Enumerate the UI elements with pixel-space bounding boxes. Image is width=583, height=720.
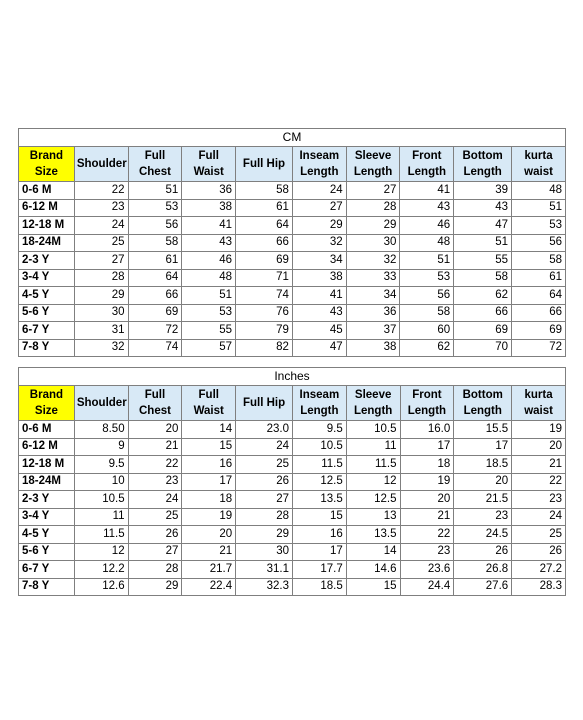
column-header: Bottom Length xyxy=(454,147,512,182)
table-cell: 66 xyxy=(454,304,512,322)
table-cell: 43 xyxy=(292,304,346,322)
cm-title-row xyxy=(19,129,566,147)
inches-header-row xyxy=(19,386,566,421)
table-cell: 27 xyxy=(292,199,346,217)
table-cell: 20 xyxy=(128,421,182,439)
table-cell: 61 xyxy=(128,252,182,270)
column-header: Full Chest xyxy=(128,386,182,421)
table-cell: 47 xyxy=(292,339,346,357)
table-cell: 20 xyxy=(400,491,454,509)
table-cell: 11.5 xyxy=(292,456,346,474)
table-cell: 31.1 xyxy=(236,561,293,579)
table-cell: 58 xyxy=(512,252,566,270)
table-cell: 23 xyxy=(128,473,182,491)
table-cell: 76 xyxy=(236,304,293,322)
table-cell: 12.5 xyxy=(346,491,400,509)
column-header: Sleeve Length xyxy=(346,147,400,182)
table-cell: 27 xyxy=(74,252,128,270)
table-cell: 74 xyxy=(236,287,293,305)
table-cell: 17.7 xyxy=(292,561,346,579)
table-cell: 14 xyxy=(182,421,236,439)
table-cell: 51 xyxy=(454,234,512,252)
size-label: 12-18 M xyxy=(19,217,75,235)
table-cell: 56 xyxy=(512,234,566,252)
column-header: Front Length xyxy=(400,386,454,421)
cm-size-table xyxy=(18,128,566,357)
table-cell: 53 xyxy=(400,269,454,287)
table-cell: 41 xyxy=(292,287,346,305)
table-cell: 61 xyxy=(512,269,566,287)
table-cell: 16.0 xyxy=(400,421,454,439)
table-cell: 23.6 xyxy=(400,561,454,579)
column-header: Brand Size xyxy=(19,147,75,182)
table-cell: 37 xyxy=(346,322,400,340)
table-cell: 14 xyxy=(346,543,400,561)
table-cell: 17 xyxy=(454,438,512,456)
table-cell: 51 xyxy=(128,182,182,200)
table-cell: 23.0 xyxy=(236,421,293,439)
table-row xyxy=(19,269,566,287)
table-cell: 18.5 xyxy=(292,578,346,596)
table-cell: 69 xyxy=(454,322,512,340)
table-cell: 41 xyxy=(182,217,236,235)
table-cell: 15 xyxy=(182,438,236,456)
table-cell: 32 xyxy=(74,339,128,357)
table-cell: 11.5 xyxy=(346,456,400,474)
table-cell: 43 xyxy=(454,199,512,217)
table-cell: 32.3 xyxy=(236,578,293,596)
table-cell: 28 xyxy=(74,269,128,287)
table-row xyxy=(19,339,566,357)
table-cell: 16 xyxy=(292,526,346,544)
table-cell: 51 xyxy=(512,199,566,217)
table-cell: 26 xyxy=(454,543,512,561)
size-label: 6-7 Y xyxy=(19,322,75,340)
column-header: Front Length xyxy=(400,147,454,182)
table-row xyxy=(19,473,566,491)
size-label: 0-6 M xyxy=(19,182,75,200)
table-cell: 11.5 xyxy=(74,526,128,544)
size-label: 6-12 M xyxy=(19,199,75,217)
table-row xyxy=(19,561,566,579)
table-cell: 38 xyxy=(182,199,236,217)
table-cell: 8.50 xyxy=(74,421,128,439)
table-cell: 9.5 xyxy=(74,456,128,474)
table-cell: 26 xyxy=(128,526,182,544)
inches-table-title: Inches xyxy=(19,368,566,386)
table-cell: 10 xyxy=(74,473,128,491)
table-cell: 25 xyxy=(236,456,293,474)
table-row xyxy=(19,287,566,305)
table-cell: 60 xyxy=(400,322,454,340)
table-cell: 24.5 xyxy=(454,526,512,544)
table-cell: 34 xyxy=(346,287,400,305)
table-cell: 24 xyxy=(292,182,346,200)
cm-header-row xyxy=(19,147,566,182)
column-header: Brand Size xyxy=(19,386,75,421)
table-cell: 71 xyxy=(236,269,293,287)
table-cell: 74 xyxy=(128,339,182,357)
table-cell: 10.5 xyxy=(346,421,400,439)
size-label: 5-6 Y xyxy=(19,543,75,561)
column-header: kurta waist xyxy=(512,386,566,421)
table-cell: 22 xyxy=(400,526,454,544)
table-cell: 47 xyxy=(454,217,512,235)
table-row xyxy=(19,508,566,526)
inches-size-table xyxy=(18,367,566,596)
table-cell: 30 xyxy=(74,304,128,322)
table-cell: 58 xyxy=(236,182,293,200)
table-cell: 39 xyxy=(454,182,512,200)
table-cell: 21 xyxy=(182,543,236,561)
table-cell: 32 xyxy=(346,252,400,270)
table-cell: 24 xyxy=(236,438,293,456)
size-label: 5-6 Y xyxy=(19,304,75,322)
table-cell: 57 xyxy=(182,339,236,357)
table-row xyxy=(19,578,566,596)
inches-title-row xyxy=(19,368,566,386)
column-header: Full Hip xyxy=(236,147,293,182)
table-cell: 29 xyxy=(236,526,293,544)
table-row xyxy=(19,234,566,252)
table-cell: 25 xyxy=(74,234,128,252)
column-header: Sleeve Length xyxy=(346,386,400,421)
table-cell: 30 xyxy=(236,543,293,561)
table-cell: 14.6 xyxy=(346,561,400,579)
table-cell: 21 xyxy=(400,508,454,526)
table-cell: 51 xyxy=(400,252,454,270)
table-cell: 20 xyxy=(512,438,566,456)
table-row xyxy=(19,543,566,561)
column-header: Shoulder xyxy=(74,386,128,421)
table-cell: 64 xyxy=(512,287,566,305)
table-cell: 15.5 xyxy=(454,421,512,439)
table-row xyxy=(19,526,566,544)
table-cell: 27 xyxy=(128,543,182,561)
cm-table-title: CM xyxy=(19,129,566,147)
table-cell: 26 xyxy=(236,473,293,491)
table-cell: 25 xyxy=(512,526,566,544)
table-cell: 15 xyxy=(292,508,346,526)
table-cell: 28.3 xyxy=(512,578,566,596)
column-header: Inseam Length xyxy=(292,386,346,421)
table-row xyxy=(19,182,566,200)
size-label: 2-3 Y xyxy=(19,252,75,270)
table-cell: 69 xyxy=(512,322,566,340)
table-cell: 11 xyxy=(74,508,128,526)
table-cell: 32 xyxy=(292,234,346,252)
table-cell: 19 xyxy=(400,473,454,491)
table-cell: 36 xyxy=(346,304,400,322)
table-cell: 22 xyxy=(74,182,128,200)
size-label: 6-12 M xyxy=(19,438,75,456)
table-cell: 12 xyxy=(74,543,128,561)
table-cell: 66 xyxy=(512,304,566,322)
table-cell: 30 xyxy=(346,234,400,252)
table-cell: 79 xyxy=(236,322,293,340)
table-cell: 58 xyxy=(128,234,182,252)
column-header: Inseam Length xyxy=(292,147,346,182)
size-label: 4-5 Y xyxy=(19,526,75,544)
table-cell: 19 xyxy=(182,508,236,526)
column-header: Shoulder xyxy=(74,147,128,182)
table-cell: 27.6 xyxy=(454,578,512,596)
table-cell: 19 xyxy=(512,421,566,439)
table-row xyxy=(19,217,566,235)
size-label: 12-18 M xyxy=(19,456,75,474)
table-cell: 34 xyxy=(292,252,346,270)
size-label: 18-24M xyxy=(19,234,75,252)
table-cell: 36 xyxy=(182,182,236,200)
table-cell: 66 xyxy=(128,287,182,305)
table-cell: 70 xyxy=(454,339,512,357)
table-cell: 23 xyxy=(400,543,454,561)
table-cell: 43 xyxy=(182,234,236,252)
table-cell: 62 xyxy=(454,287,512,305)
table-cell: 20 xyxy=(454,473,512,491)
table-cell: 29 xyxy=(128,578,182,596)
size-label: 3-4 Y xyxy=(19,508,75,526)
size-label: 0-6 M xyxy=(19,421,75,439)
table-cell: 24 xyxy=(512,508,566,526)
table-cell: 62 xyxy=(400,339,454,357)
table-cell: 66 xyxy=(236,234,293,252)
table-row xyxy=(19,438,566,456)
column-header: Bottom Length xyxy=(454,386,512,421)
table-row xyxy=(19,421,566,439)
table-cell: 12.6 xyxy=(74,578,128,596)
table-cell: 25 xyxy=(128,508,182,526)
table-cell: 28 xyxy=(128,561,182,579)
table-cell: 21 xyxy=(128,438,182,456)
table-cell: 26 xyxy=(512,543,566,561)
table-cell: 48 xyxy=(400,234,454,252)
table-row xyxy=(19,322,566,340)
table-cell: 72 xyxy=(512,339,566,357)
table-cell: 18 xyxy=(400,456,454,474)
table-cell: 53 xyxy=(512,217,566,235)
table-cell: 23 xyxy=(454,508,512,526)
table-cell: 46 xyxy=(182,252,236,270)
size-label: 6-7 Y xyxy=(19,561,75,579)
column-header: Full Chest xyxy=(128,147,182,182)
table-cell: 27.2 xyxy=(512,561,566,579)
table-cell: 56 xyxy=(400,287,454,305)
size-label: 7-8 Y xyxy=(19,578,75,596)
table-cell: 24 xyxy=(128,491,182,509)
table-cell: 48 xyxy=(182,269,236,287)
table-cell: 10.5 xyxy=(74,491,128,509)
table-cell: 82 xyxy=(236,339,293,357)
table-row xyxy=(19,304,566,322)
column-header: Full Waist xyxy=(182,147,236,182)
table-cell: 51 xyxy=(182,287,236,305)
table-cell: 22 xyxy=(512,473,566,491)
table-cell: 43 xyxy=(400,199,454,217)
table-cell: 21.7 xyxy=(182,561,236,579)
table-cell: 12.5 xyxy=(292,473,346,491)
table-cell: 31 xyxy=(74,322,128,340)
table-cell: 33 xyxy=(346,269,400,287)
table-cell: 26.8 xyxy=(454,561,512,579)
table-cell: 28 xyxy=(346,199,400,217)
table-cell: 28 xyxy=(236,508,293,526)
table-cell: 18 xyxy=(182,491,236,509)
table-cell: 13.5 xyxy=(346,526,400,544)
table-cell: 55 xyxy=(182,322,236,340)
table-cell: 10.5 xyxy=(292,438,346,456)
table-cell: 22.4 xyxy=(182,578,236,596)
table-cell: 18.5 xyxy=(454,456,512,474)
table-row xyxy=(19,491,566,509)
table-cell: 15 xyxy=(346,578,400,596)
table-cell: 12.2 xyxy=(74,561,128,579)
size-label: 18-24M xyxy=(19,473,75,491)
table-cell: 17 xyxy=(182,473,236,491)
size-label: 4-5 Y xyxy=(19,287,75,305)
table-cell: 12 xyxy=(346,473,400,491)
table-cell: 29 xyxy=(346,217,400,235)
column-header: kurta waist xyxy=(512,147,566,182)
table-cell: 9 xyxy=(74,438,128,456)
table-cell: 17 xyxy=(400,438,454,456)
table-cell: 61 xyxy=(236,199,293,217)
column-header: Full Hip xyxy=(236,386,293,421)
table-cell: 38 xyxy=(292,269,346,287)
table-cell: 23 xyxy=(74,199,128,217)
table-row xyxy=(19,252,566,270)
column-header: Full Waist xyxy=(182,386,236,421)
table-cell: 17 xyxy=(292,543,346,561)
table-cell: 64 xyxy=(128,269,182,287)
table-cell: 22 xyxy=(128,456,182,474)
table-cell: 46 xyxy=(400,217,454,235)
table-cell: 16 xyxy=(182,456,236,474)
table-cell: 27 xyxy=(346,182,400,200)
table-cell: 9.5 xyxy=(292,421,346,439)
table-cell: 21 xyxy=(512,456,566,474)
table-cell: 45 xyxy=(292,322,346,340)
table-cell: 56 xyxy=(128,217,182,235)
table-cell: 21.5 xyxy=(454,491,512,509)
table-cell: 29 xyxy=(292,217,346,235)
table-cell: 13.5 xyxy=(292,491,346,509)
table-cell: 69 xyxy=(236,252,293,270)
table-cell: 24.4 xyxy=(400,578,454,596)
table-cell: 48 xyxy=(512,182,566,200)
table-cell: 13 xyxy=(346,508,400,526)
table-cell: 58 xyxy=(400,304,454,322)
table-cell: 53 xyxy=(128,199,182,217)
table-row xyxy=(19,456,566,474)
size-label: 3-4 Y xyxy=(19,269,75,287)
table-cell: 64 xyxy=(236,217,293,235)
table-cell: 20 xyxy=(182,526,236,544)
table-cell: 41 xyxy=(400,182,454,200)
table-cell: 58 xyxy=(454,269,512,287)
table-cell: 55 xyxy=(454,252,512,270)
table-cell: 24 xyxy=(74,217,128,235)
size-label: 2-3 Y xyxy=(19,491,75,509)
table-row xyxy=(19,199,566,217)
size-label: 7-8 Y xyxy=(19,339,75,357)
table-cell: 29 xyxy=(74,287,128,305)
table-cell: 69 xyxy=(128,304,182,322)
table-cell: 38 xyxy=(346,339,400,357)
table-cell: 27 xyxy=(236,491,293,509)
table-cell: 72 xyxy=(128,322,182,340)
table-cell: 53 xyxy=(182,304,236,322)
table-cell: 23 xyxy=(512,491,566,509)
table-cell: 11 xyxy=(346,438,400,456)
